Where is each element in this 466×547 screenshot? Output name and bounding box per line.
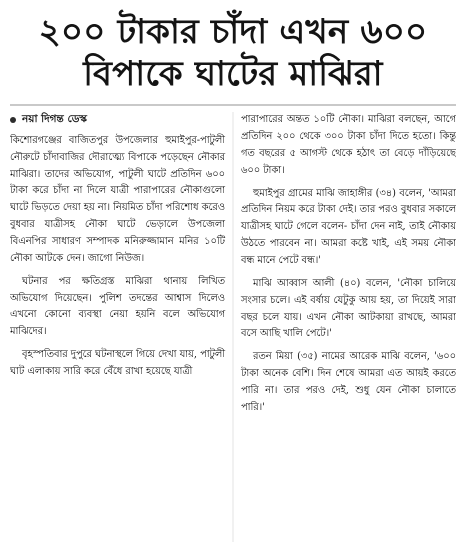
headline-line-1: ২০০ টাকার চাঁদা এখন ৬০০ bbox=[38, 12, 428, 52]
article-column-2 bbox=[241, 112, 456, 542]
article-paragraph-7: রতন মিয়া (৩৫) নামের আরেক মাঝি বলেন, '৬০০ টাকা অনেক বেশি। দিন শেষে আমরা এত আয়ই করতে পারি না। তার পরও দেই, শুধু যেন নৌকা চালাতে পারি।' bbox=[241, 351, 456, 413]
column-separator bbox=[233, 112, 234, 542]
article-paragraph-5: হুমাইপুর গ্রামের মাঝি জাহাঙ্গীর (৩৪) বলেন, 'আমরা প্রতিদিন নিয়ম করে টাকা দেই। তার পরও বুধবার সকালে যাত্রীসহ ঘাটে গেলে বলেন- চাঁদা দেন নাই, তাই নৌকায় উঠতে পারবেন না। আমরা কষ্টে খাই, এই সময় নৌকা বন্ধ মানে পেটে বন্ধ।' bbox=[241, 187, 456, 266]
article-paragraph-4: পারাপারের অন্তত ১০টি নৌকা। মাঝিরা বলছেন, আগে প্রতিদিন ২০০ থেকে ৩০০ টাকা চাঁদা দিতে হতো। কিন্তু গত বছরের ৫ আগস্ট থেকে হঠাৎ তা বেড়ে দাঁড়িয়েছে ৬০০ টাকা। bbox=[241, 114, 456, 176]
byline-text: নয়া দিগন্ত ডেস্ক bbox=[22, 113, 87, 126]
byline bbox=[10, 112, 225, 127]
article-paragraph-2: ঘটনার পর ক্ষতিগ্রস্ত মাঝিরা থানায় লিখিত অভিযোগ দিয়েছেন। পুলিশ তদন্তের আশ্বাস দিলেও এখনো কোনো ব্যবস্থা নেয়া হয়নি বলে অভিযোগ মাঝিদের। bbox=[10, 275, 225, 338]
article-paragraph-6: মাঝি আব্বাস আলী (৪০) বলেন, 'নৌকা চালিয়ে সংসার চলে। এই বর্ষায় যেটুকু আয় হয়, তা দিয়েই সারা বছর চলে যায়। এখন নৌকা আটকায়া রাখছে, আমরা বসে আছি খালি পেটে।' bbox=[241, 277, 456, 340]
article-column-1 bbox=[10, 112, 225, 542]
article-body bbox=[10, 112, 456, 542]
bullet-icon bbox=[10, 117, 16, 123]
article-paragraph-1: কিশোরগঞ্জের বাজিতপুর উপজেলার হুমাইপুর-পাটুলী নৌরুটে চাঁদাবাজির দৌরাত্ম্যে বিপাকে পড়েছেন নৌকার মাঝিরা। তাদের অভিযোগ, পাটুলী ঘাটে প্রতিদিন ৬০০ টাকা করে চাঁদা না দিলে যাত্রী পারাপারের নৌকাগুলো ঘাটে ভিড়তে দেয়া হয় না। নিয়মিত চাঁদা পরিশোধ করেও বুধবার যাত্রীসহ নৌকা ঘাটে ভেড়ালে উপজেলা বিএনপির সাধারণ সম্পাদক মনিরুজ্জামান মনির ১০টি নৌকা আটকে দেন। জাগো নিউজ। bbox=[10, 134, 225, 264]
headline-line-2: বিপাকে ঘাটের মাঝিরা bbox=[83, 54, 383, 95]
article-paragraph-3: বৃহস্পতিবার দুপুরে ঘটনাস্থলে গিয়ে দেখা যায়, পাটুলী ঘাট এলাকায় সারি করে বেঁধে রাখা হয়েছে যাত্রী bbox=[10, 349, 225, 377]
headline-divider bbox=[10, 104, 456, 106]
